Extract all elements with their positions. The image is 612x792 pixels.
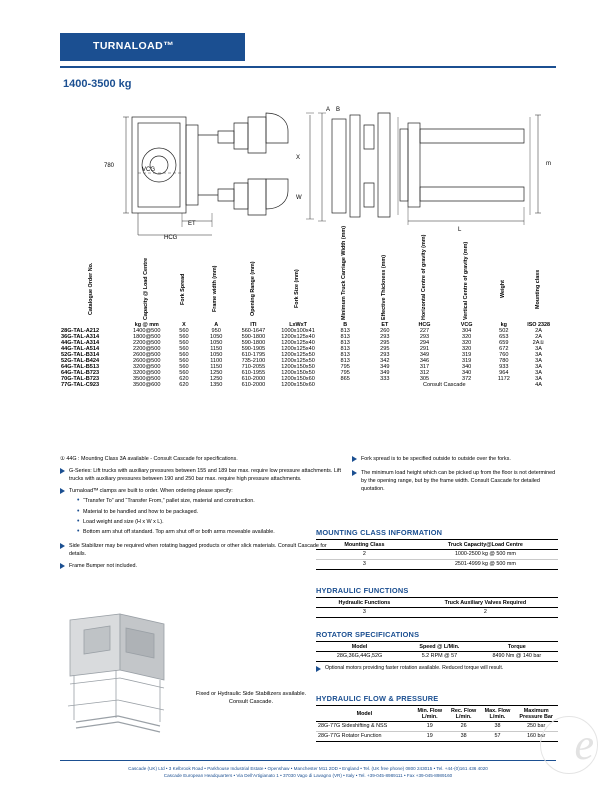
mounting-class-title: MOUNTING CLASS INFORMATION [316,528,443,537]
rot-model: 28G,36G,44G,52G [316,652,403,662]
cell-fork-size: 1200x125x50 [281,358,315,364]
cell-b: 795 [340,364,350,370]
triangle-bullet-icon [352,470,357,476]
cell-order-no: 52G-TAL-B424 [61,358,100,364]
flow-col-1: Min. Flow L/min. [413,706,447,722]
cell-order-no: 44G-TAL-A314 [61,340,100,346]
cell-fork-spread: 560 [179,358,189,364]
cell-b: 813 [340,340,350,346]
cell-weight: 780 [499,358,509,364]
cell-vcg: 320 [461,340,472,346]
footer-line-1: Cascade (UK) Ltd • 3 Kelbrook Road • Parkhouse Industrial Estate • Openshaw • Manchester M11 2DD • England • Tel. (UK free phone) 0800 243015 • Tel. +44-(0)161 436 4020 [128,766,488,771]
cell-frame-width: 1050 [209,352,223,358]
mounting-capacity-value: 1000-2500 kg @ 500 mm [413,550,558,560]
cell-frame-width: 1100 [210,358,223,364]
cell-hcg: 294 [419,340,430,346]
footer [60,765,556,780]
cell-mounting: 2A [535,328,543,334]
mounting-col-1: Truck Capacity@Load Centre [413,540,558,550]
cell-b: 865 [340,376,350,382]
cell-b: 813 [340,334,350,340]
cell-frame-width: 1150 [210,364,223,370]
cell-mounting: 3A [535,346,543,352]
order-spec-item: • Load weight and size (H x W x L). [77,518,345,526]
table-row [316,559,558,569]
footnote-fork-spread: Fork spread is to be specified outside to outside over the forks. [352,455,557,463]
cell-frame-width: 1050 [209,334,223,340]
capacity-range: 1400-3500 kg [63,78,132,90]
cell-et: 293 [380,352,390,358]
cell-vcg: 320 [461,346,472,352]
side-stabilizer-illustration [60,610,180,740]
cell-frame-width: 1250 [209,370,223,376]
cell-order-no: 36G-TAL-A314 [61,334,100,340]
cell-order-no: 28G-TAL-A212 [61,328,100,334]
cell-opening-range: 735-2100 [241,358,266,364]
triangle-bullet-icon [316,666,321,672]
cell-et: 349 [380,364,390,370]
table-body [60,328,556,388]
unit-10: kg [500,322,507,328]
flow-col-3: Max. Flow L/min. [481,706,515,722]
col-opening-range: Opening Range (mm) [249,261,256,317]
rot-torque: 8490 Nm @ 140 bar [476,652,558,662]
hyd-col-1: Truck Auxiliary Valves Required [413,598,558,608]
cell-hcg: 312 [419,370,430,376]
cell-weight: 760 [499,352,509,358]
unit-5: LxWxT [289,322,307,328]
cell-vcg: 340 [461,370,472,376]
table-row [316,731,558,741]
col-effective-thickness: Effective Thickness (mm) [380,254,387,320]
cell-vcg: 319 [461,352,472,358]
cell-fork-spread: 560 [179,370,189,376]
cell-mounting: 2A [535,334,543,340]
cell-hcg: 291 [419,346,430,352]
cell-vcg: 304 [461,328,472,334]
cell-mounting: 3A [535,352,543,358]
cell-weight: 659 [499,340,509,346]
footnote-5: Frame Bumper not included. [60,562,345,570]
cell-capacity: 2600@500 [133,352,161,358]
cell-vcg: 340 [461,364,472,370]
cell-opening-range: 590-1905 [241,346,266,352]
cell-order-no: 77G-TAL-C923 [61,382,100,388]
triangle-bullet-icon [60,468,65,474]
cell-opening-range: 610-2000 [241,382,266,388]
cell-capacity: 3200@500 [133,370,161,376]
cell-hcg: 227 [419,328,430,334]
cell-frame-width: 1350 [209,382,223,388]
hyd-col-0: Hydraulic Functions [316,598,413,608]
cell-et: 295 [380,346,390,352]
cell-hcg: 317 [419,364,430,370]
col-mounting-class: Mounting class [534,269,541,309]
flow-rec: 26 [447,722,481,732]
rot-col-2: Torque [476,642,558,652]
dim-m: m [546,161,551,167]
cell-et: 260 [380,328,390,334]
cell-order-no: 70G-TAL-B723 [61,376,100,382]
col-fork-spread: Fork Spread [180,273,187,305]
flow-col-4: Maximum Pressure Bar [514,706,558,722]
cell-b: 795 [340,370,350,376]
hyd-functions-value: 3 [316,608,413,618]
cell-capacity: 1800@500 [133,334,161,340]
mounting-class-value: 2 [316,550,413,560]
cell-mounting: 3A [535,370,543,376]
triangle-bullet-icon [60,543,65,549]
cell-et: 295 [380,340,390,346]
mounting-class-block [316,528,558,570]
cell-capacity: 2200@500 [133,346,161,352]
cell-fork-spread: 560 [179,364,189,370]
cell-weight: 933 [499,364,509,370]
unit-8: HCG [418,322,431,328]
cell-opening-range: 560-1647 [241,328,266,334]
illustration-caption: Fixed or Hydraulic Side Stabilizers available. Consult Cascade. [195,691,307,706]
cell-hcg: 346 [419,358,430,364]
cell-b: 813 [340,352,350,358]
col-fork-size: Fork Size (mm) [294,269,301,309]
cell-fork-size: 1200x125x40 [281,334,315,340]
footnote-3: Turnaloadᵀᴹ clamps are built to order. When ordering please specify: • “Transfer To” and “Transfer From,” pallet size, material and construction. • Material to be handled and how to be packaged. • Load weight and size (H x W x L). • Bottom arm shut off standard. Top arm shut off or both arms moveable available. [60,487,345,536]
cell-fork-size: 1200x125x40 [281,340,315,346]
unit-4: ITI [250,322,257,328]
order-spec-item: • Material to be handled and how to be packaged. [77,508,345,516]
cell-capacity: 3200@500 [133,364,161,370]
flow-rec: 38 [447,731,481,741]
triangle-bullet-icon [60,488,65,494]
cell-fork-size: 1200x150x60 [281,376,315,382]
cell-mounting: 4A [535,382,543,388]
cell-opening-range: 590-1800 [241,334,266,340]
rot-col-1: Speed @ L/Min. [403,642,476,652]
cell-vcg: 320 [461,334,472,340]
cell-weight: 653 [499,334,509,340]
dim-l: L [458,227,462,233]
cell-opening-range: 710-2055 [241,364,266,370]
cell-b: 813 [340,358,350,364]
watermark-logo: e [574,720,594,769]
flow-max: 57 [481,731,515,741]
cell-fork-size: 1200x150x60 [281,382,315,388]
dim-et: ET [188,221,196,227]
cell-vcg: 319 [461,358,472,364]
col-capacity: Capacity @ Load Centre [142,257,149,320]
cell-et: 342 [380,358,390,364]
hydraulic-flow-block [316,694,558,742]
footer-rule [60,760,556,761]
cell-capacity: 2200@500 [133,340,161,346]
brand-title: TURNALOAD™ [93,40,174,52]
col-weight: Weight [499,280,506,298]
table-header-row [60,252,556,322]
cell-order-no: 64G-TAL-B513 [61,364,100,370]
cell-hcg: 305 [419,376,430,382]
triangle-bullet-icon [60,563,65,569]
table-row [316,652,558,662]
flow-model: 28G-77G Rotator Function [316,731,413,741]
order-spec-item: • “Transfer To” and “Transfer From,” pallet size, material and construction. [77,497,345,505]
cell-capacity: 1400@500 [133,328,161,334]
footnotes-left [60,455,345,574]
unit-3: A [214,322,219,328]
rotator-title: ROTATOR SPECIFICATIONS [316,630,420,639]
cell-et: 333 [380,376,390,382]
cell-frame-width: 950 [211,328,221,334]
footnote-load-height: The minimum load height which can be picked up from the floor is not determined by the opening range, but by the frame width. Consult Cascade for detailed quotation. [352,469,557,493]
unit-6: B [343,322,348,328]
cell-fork-spread: 560 [179,352,189,358]
cell-fork-spread: 620 [179,376,189,382]
cell-fork-size: 1200x150x50 [281,364,315,370]
table-row [316,722,558,732]
cell-mounting: 3A [535,364,543,370]
footnote-1: ① 44G : Mounting Class 3A available - Consult Cascade for specifications. [60,456,238,462]
cell-order-no: 52G-TAL-B314 [61,352,100,358]
unit-2: X [182,322,186,328]
col-vcg: Vertical Centre of gravity (mm) [462,241,469,320]
mounting-class-table [316,539,558,570]
cell-b: 813 [340,346,350,352]
mounting-class-value: 3 [316,559,413,569]
cell-opening-range: 610-1795 [241,352,266,358]
table-row [60,382,556,388]
cell-fork-spread: 620 [179,382,189,388]
flow-pressure: 160 bar [514,731,558,741]
cell-fork-size: 1200x125x40 [281,346,315,352]
cell-capacity: 3500@600 [133,382,161,388]
col-hcg: Horizontal Centre of gravity (mm) [420,234,427,320]
table-row [316,550,558,560]
flow-min: 19 [413,731,447,741]
cell-opening-range: 610-2000 [241,376,266,382]
cell-frame-width: 1250 [209,376,223,382]
footer-line-2: Cascade European Headquarters • Via Dell'Artigianato 1 • 37030 Vago di Lavagno (VR) • Italy • Tel. +39-045-8989111 • Fax +39-045-8989160 [163,773,453,779]
hydraulic-functions-table [316,597,558,618]
cell-vcg: 372 [461,376,472,382]
hydraulic-functions-block [316,586,558,618]
cell-weight: 502 [499,328,509,334]
cell-mounting: 3A [535,376,543,382]
cell-fork-size: 1200x150x50 [281,370,315,376]
cell-weight: 672 [499,346,509,352]
footnotes-right [352,455,557,493]
cell-capacity: 3500@500 [133,376,161,382]
dim-b: B [336,107,341,113]
cell-weight: 1172 [497,376,510,382]
rotator-specifications-block [316,630,558,672]
hydraulic-flow-title: HYDRAULIC FLOW & PRESSURE [316,694,439,703]
hydraulic-functions-title: HYDRAULIC FUNCTIONS [316,586,409,595]
footnote-2: G-Series: Lift trucks with auxiliary pressures between 155 and 189 bar max. require low pressure attachments. Lift trucks with auxiliary pressures between 190 and 250 bar max. require high pressure attachments. [60,467,345,483]
cell-weight: 964 [499,370,509,376]
specification-table [60,226,556,388]
table-row [316,608,558,618]
flow-col-0: Model [316,706,413,722]
cell-order-no: 64G-TAL-B723 [61,370,100,376]
dim-hcg: HCG [164,235,178,241]
cell-b [323,382,368,388]
hydraulic-flow-table [316,705,558,742]
dim-vcg: VCG [142,167,156,173]
cell-mounting: 3A [535,358,543,364]
cell-consult-cascade: Consult Cascade [423,382,466,388]
flow-col-2: Rec. Flow L/min. [447,706,481,722]
dim-w-left: W [296,195,302,201]
unit-11: ISO 2328 [527,322,550,328]
order-spec-item: • Bottom arm shut off standard. Top arm shut off or both arms moveable available. [77,528,345,536]
unit-1: kg @ mm [134,322,159,328]
mounting-capacity-value: 2501-4999 kg @ 500 mm [413,559,558,569]
cell-mounting: 2A① [532,340,545,346]
cell-fork-spread: 560 [179,346,189,352]
dim-a: A [326,107,331,113]
cell-hcg: 349 [419,352,430,358]
flow-max: 38 [481,722,515,732]
cell-fork-size: 1000x100x41 [281,328,315,334]
cell-fork-spread: 560 [179,328,189,334]
cell-opening-range: 610-1955 [241,370,266,376]
col-catalogue: Catalogue Order No. [88,262,95,316]
hyd-valves-value: 2 [413,608,558,618]
cell-order-no: 44G-TAL-A514 [61,346,100,352]
cell-et: 349 [380,370,390,376]
cell-capacity: 2600@500 [133,358,161,364]
header-rule [60,66,556,68]
cell-et: 293 [380,334,390,340]
mounting-col-0: Mounting Class [316,540,413,550]
flow-min: 19 [413,722,447,732]
triangle-bullet-icon [352,456,357,462]
cell-b: 813 [340,328,350,334]
flow-pressure: 250 bar [514,722,558,732]
rotator-table [316,641,558,662]
flow-model: 28G-77G Sideshifting & NSS [316,722,413,732]
cell-fork-size: 1200x125x50 [281,352,315,358]
col-min-truck-carriage-width: Minimum Truck Carriage Width (mm) [341,226,348,320]
rot-col-0: Model [316,642,403,652]
technical-drawing [60,95,556,245]
col-frame-width: Frame width (mm) [212,265,219,313]
rot-speed: 5.2 RPM @ 57 [403,652,476,662]
unit-9: VCG [460,322,473,328]
cell-frame-width: 1050 [209,340,223,346]
cell-hcg: 293 [419,334,430,340]
dim-x-left: X [296,155,301,161]
dim-780: 780 [104,163,115,169]
cell-fork-spread: 560 [179,334,189,340]
unit-7: ET [381,322,389,328]
order-spec-list [69,497,345,535]
cell-opening-range: 590-1800 [241,340,266,346]
footnote-4: Side Stabilizer may be required when rotating bagged products or other slick materials. Consult Cascade for details. [60,542,345,558]
rotator-note: Optional motors providing faster rotation available. Reduced torque will result. [316,665,558,673]
cell-frame-width: 1150 [210,346,223,352]
cell-fork-spread: 560 [179,340,189,346]
